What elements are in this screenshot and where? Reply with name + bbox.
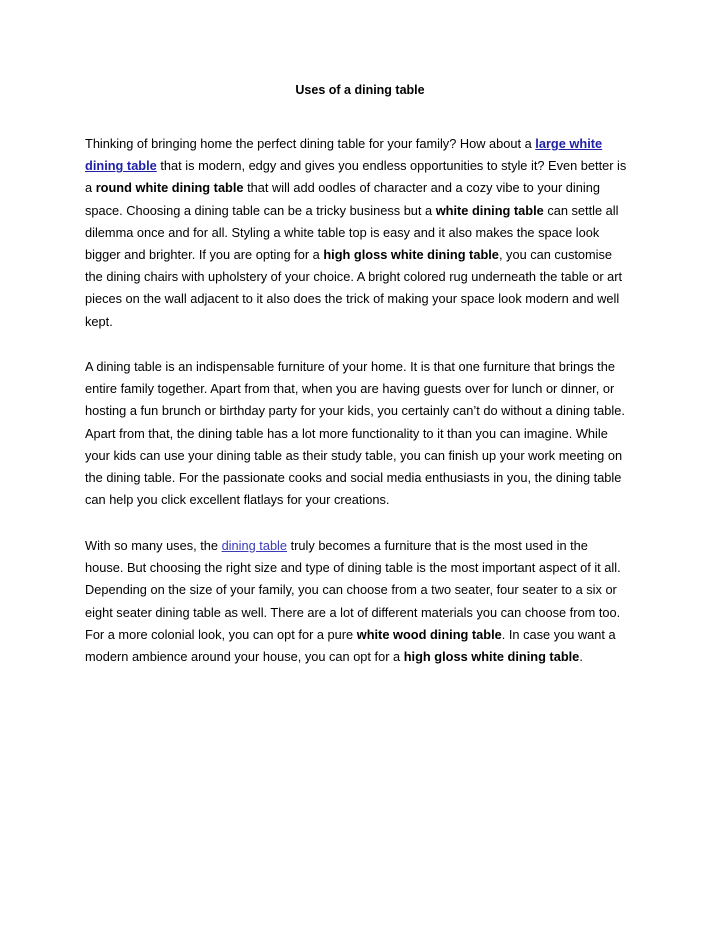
bold-white-dining-table: white dining table [435,202,544,218]
paragraph-1-line-7: the dining chairs with upholstery of your choice. A bright colored rug underneath the table or art [85,269,623,285]
bold-high-gloss-white-dining-table-1: high gloss white dining table [323,247,499,263]
document-title: Uses of a dining table [295,83,425,97]
bold-round-white-dining-table: round white dining table [95,180,244,196]
paragraph-1-line-2: dining table that is modern, edgy and gives you endless opportunities to style it? Even better is [85,158,627,174]
paragraph-1-line-3: a round white dining table that will add oodles of character and a cozy vibe to your dining [85,180,600,196]
paragraph-2-line-1: A dining table is an indispensable furniture of your home. It is that one furniture that brings the [85,359,615,374]
paragraph-2-line-3: hosting a fun brunch or birthday party for your kids, you certainly can’t do without a dining table. [85,403,625,419]
paragraph-1 [85,133,645,333]
paragraph-2-line-6: the dining table. For the passionate cooks and social media enthusiasts in you, the dining table [85,470,622,486]
paragraph-2-line-4: Apart from that, the dining table has a lot more functionality to it than you can imagine. While [85,425,608,441]
paragraph-3-line-5: For a more colonial look, you can opt for a pure white wood dining table. In case you want a [85,626,616,642]
paragraph-1-line-4: space. Choosing a dining table can be a tricky business but a white dining table can settle all [85,202,619,218]
bold-high-gloss-white-dining-table-2: high gloss white dining table [403,649,580,665]
bold-white-wood-dining-table: white wood dining table [356,626,502,642]
paragraph-1-line-6: bigger and brighter. If you are opting for a high gloss white dining table, you can customise [85,247,613,263]
link-dining-table-2[interactable]: dining table [221,538,288,553]
paragraph-2-line-2: entire family together. Apart from that, when you are having guests over for lunch or dinner, or [85,381,615,397]
paragraph-2-line-5: your kids can use your dining table as their study table, you can finish up your work meeting on [85,447,623,463]
paragraph-3 [85,535,645,668]
link-dining-table-1[interactable]: dining table [85,158,157,174]
paragraph-1-line-1: Thinking of bringing home the perfect dining table for your family? How about a large white [85,136,603,151]
paragraph-2 [85,356,645,511]
paragraph-3-line-3: Depending on the size of your family, you can choose from a two seater, four seater to a six or [85,582,617,598]
paragraph-3-line-6: modern ambience around your house, you can opt for a high gloss white dining table. [85,649,583,665]
paragraph-3-line-1: With so many uses, the dining table truly becomes a furniture that is the most used in the [85,538,588,553]
paragraph-2-line-7: can help you click excellent flatlays for your creations. [85,492,390,508]
paragraph-1-line-9: kept. [85,313,113,329]
paragraph-1-line-5: dilemma once and for all. Styling a white table top is easy and it also makes the space look [85,224,600,240]
paragraph-3-line-4: eight seater dining table as well. There are a lot of different materials you can choose from too. [85,604,621,620]
paragraph-3-line-2: house. But choosing the right size and type of dining table is the most important aspect of it all. [85,560,621,576]
paragraph-1-line-8: pieces on the wall adjacent to it also does the trick of making your space look modern and well [85,291,620,307]
link-large-white[interactable]: large white [535,136,603,151]
